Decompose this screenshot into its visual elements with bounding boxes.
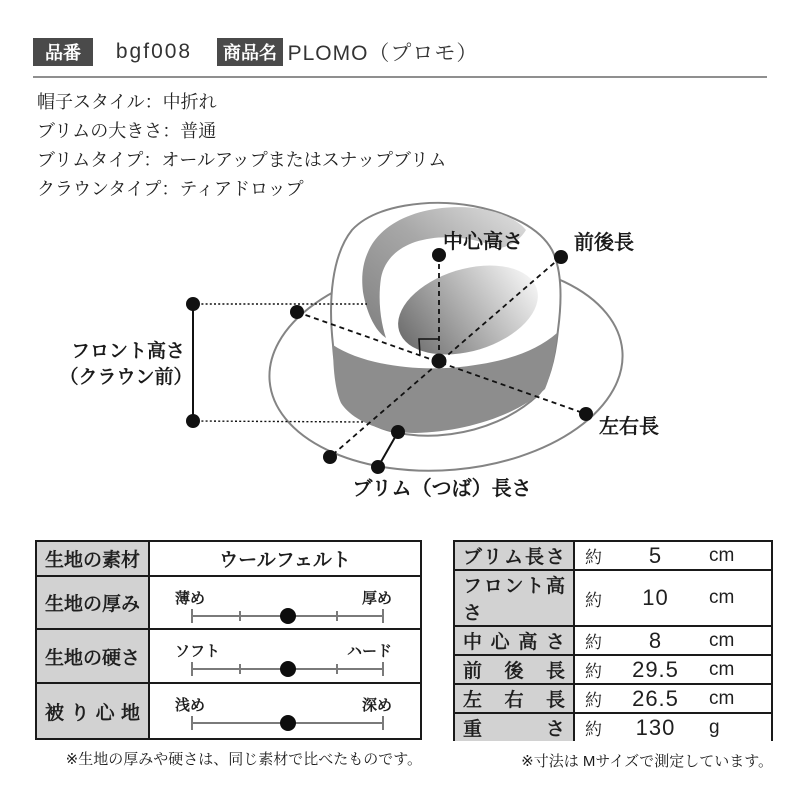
spec-line: ブリムの大きさ：普通 (37, 121, 217, 141)
item-number-value: bgf008 (115, 40, 193, 63)
fit-depth-slider (191, 720, 384, 726)
slider-dot (280, 715, 296, 731)
label-left-right-length: 左右長 (599, 416, 659, 438)
size-row-value: 約 130 g (575, 714, 771, 741)
product-name-tag: 商品名 (217, 38, 283, 66)
fabric-footnote: ※生地の厚みや硬さは、同じ素材で比べたものです。 (65, 751, 422, 768)
product-name-value: PLOMO（プロモ） (287, 42, 479, 65)
slider-left-label: 薄め (175, 590, 206, 607)
label-front-height-1: フロント高さ (70, 341, 186, 362)
size-footnote: ※寸法は Mサイズで測定しています。 (521, 753, 773, 770)
size-row-header: フロント高さ (455, 571, 573, 625)
size-row-header: 前後長 (455, 656, 573, 683)
size-row-header: 左右長 (455, 685, 573, 712)
spec-line: クラウンタイプ：ティアドロップ (37, 179, 304, 199)
size-row-header: 中心高さ (455, 627, 573, 654)
size-row-header: 重さ (455, 714, 573, 741)
stiffness-slider-cell (150, 630, 420, 682)
label-front-height-2: （クラウン前） (59, 367, 193, 388)
header-divider (33, 76, 767, 78)
slider-dot (280, 661, 296, 677)
label-brim-length: ブリム（つば）長さ (352, 478, 532, 500)
size-row-header: ブリム長さ (455, 542, 573, 569)
size-row-value: 約 26.5 cm (575, 685, 771, 712)
thickness-slider (191, 613, 384, 619)
size-row-value: 約 10 cm (575, 571, 771, 625)
slider-right-label: 深め (361, 697, 392, 714)
fabric-row-header: 被り心地 (37, 684, 148, 738)
hat-measurement-diagram (0, 195, 800, 540)
spec-list (37, 88, 446, 204)
spec-line: 帽子スタイル：中折れ (37, 92, 217, 112)
fabric-row-header: 生地の素材 (37, 542, 148, 575)
thickness-slider-cell (150, 577, 420, 628)
slider-right-label: 厚め (361, 590, 392, 607)
label-center-height: 中心高さ (443, 231, 523, 253)
fit-depth-slider-cell (150, 684, 420, 738)
size-row-value: 約 29.5 cm (575, 656, 771, 683)
stiffness-slider (191, 666, 384, 672)
size-table (453, 540, 773, 741)
fabric-row-header: 生地の硬さ (37, 630, 148, 682)
slider-dot (280, 608, 296, 624)
spec-line: ブリムタイプ：オールアップまたはスナップブリム (37, 150, 447, 170)
slider-left-label: ソフト (175, 643, 221, 660)
fabric-table (35, 540, 422, 740)
fabric-row-header: 生地の厚み (37, 577, 148, 628)
size-row-value: 約 8 cm (575, 627, 771, 654)
slider-right-label: ハード (346, 643, 392, 660)
label-front-back-length: 前後長 (574, 232, 634, 254)
item-number-tag: 品番 (33, 38, 93, 66)
slider-left-label: 浅め (175, 697, 206, 714)
fabric-material-value: ウールフェルト (150, 542, 420, 575)
size-row-value: 約 5 cm (575, 542, 771, 569)
